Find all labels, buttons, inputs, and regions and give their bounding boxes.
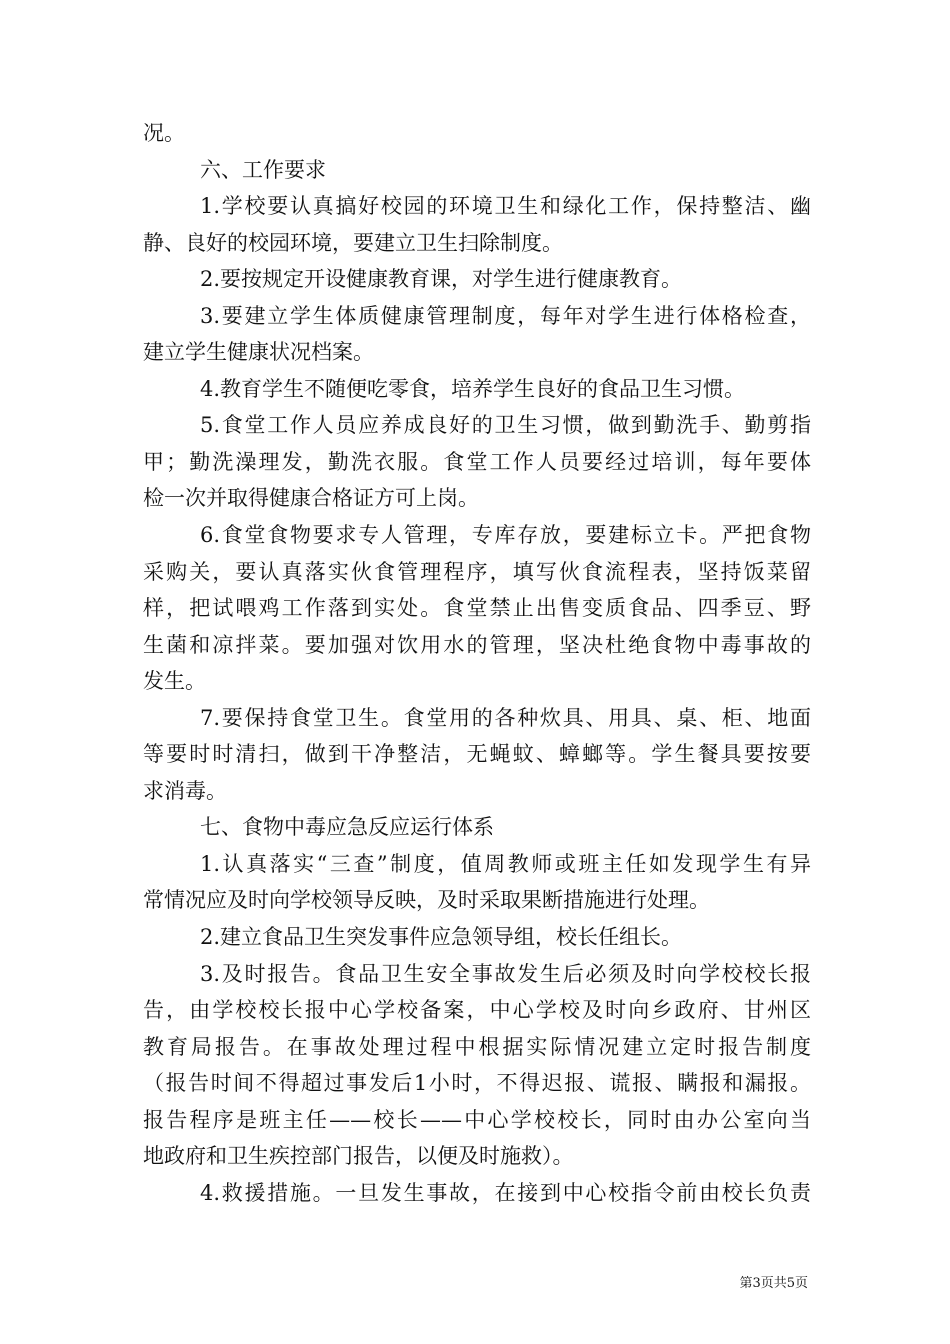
text-line: 况。 bbox=[143, 121, 185, 145]
text-line: 检一次并取得健康合格证方可上岗。 bbox=[143, 486, 479, 511]
text-line: 地政府和卫生疾控部门报告，以便及时施救）。 bbox=[143, 1144, 574, 1169]
page-number-footer: 第3页共5页 bbox=[739, 1276, 808, 1291]
text-line: 常情况应及时向学校领导反映，及时采取果断措施进行处理。 bbox=[143, 888, 710, 913]
text-line: 求消毒。 bbox=[143, 778, 227, 803]
text-line: 3.要建立学生体质健康管理制度，每年对学生进行体格检查， bbox=[200, 303, 811, 328]
text-line: 生菌和凉拌菜。要加强对饮用水的管理，坚决杜绝食物中毒事故的 bbox=[143, 632, 811, 657]
text-line: （报告时间不得超过事发后1小时，不得迟报、谎报、瞒报和漏报。 bbox=[143, 1071, 811, 1096]
text-line: 2.建立食品卫生突发事件应急领导组，校长任组长。 bbox=[200, 925, 683, 950]
text-line: 甲；勤洗澡理发，勤洗衣服。食堂工作人员要经过培训，每年要体 bbox=[143, 449, 811, 474]
text-line: 4.救援措施。一旦发生事故，在接到中心校指令前由校长负责 bbox=[200, 1180, 811, 1205]
text-line: 七、食物中毒应急反应运行体系 bbox=[200, 815, 494, 840]
text-line: 六、工作要求 bbox=[200, 157, 326, 182]
text-line: 4.教育学生不随便吃零食，培养学生良好的食品卫生习惯。 bbox=[200, 376, 746, 401]
text-line: 采购关，要认真落实伙食管理程序，填写伙食流程表，坚持饭菜留 bbox=[143, 559, 811, 584]
text-line: 1.认真落实“三查”制度，值周教师或班主任如发现学生有异 bbox=[200, 851, 811, 876]
text-line: 3.及时报告。食品卫生安全事故发生后必须及时向学校校长报 bbox=[200, 961, 811, 986]
text-line: 5.食堂工作人员应养成良好的卫生习惯，做到勤洗手、勤剪指 bbox=[200, 413, 811, 438]
text-line: 报告程序是班主任——校长——中心学校校长，同时由办公室向当 bbox=[143, 1107, 811, 1132]
text-line: 教育局报告。在事故处理过程中根据实际情况建立定时报告制度 bbox=[143, 1034, 811, 1059]
text-line: 2.要按规定开设健康教育课，对学生进行健康教育。 bbox=[200, 267, 683, 292]
text-line: 1.学校要认真搞好校园的环境卫生和绿化工作，保持整洁、幽 bbox=[200, 194, 811, 219]
document-body bbox=[143, 115, 811, 1211]
text-line: 建立学生健康状况档案。 bbox=[143, 340, 374, 365]
text-line: 样，把试喂鸡工作落到实处。食堂禁止出售变质食品、四季豆、野 bbox=[143, 596, 811, 621]
text-line: 6.食堂食物要求专人管理，专库存放，要建标立卡。严把食物 bbox=[200, 523, 811, 548]
text-line: 静、良好的校园环境，要建立卫生扫除制度。 bbox=[143, 230, 563, 255]
text-line: 7.要保持食堂卫生。食堂用的各种炊具、用具、桌、柜、地面 bbox=[200, 705, 811, 730]
text-line: 等要时时清扫，做到干净整洁，无蝇蚊、蟑螂等。学生餐具要按要 bbox=[143, 742, 811, 767]
text-line: 发生。 bbox=[143, 669, 206, 694]
text-line: 告，由学校校长报中心学校备案，中心学校及时向乡政府、甘州区 bbox=[143, 998, 811, 1023]
